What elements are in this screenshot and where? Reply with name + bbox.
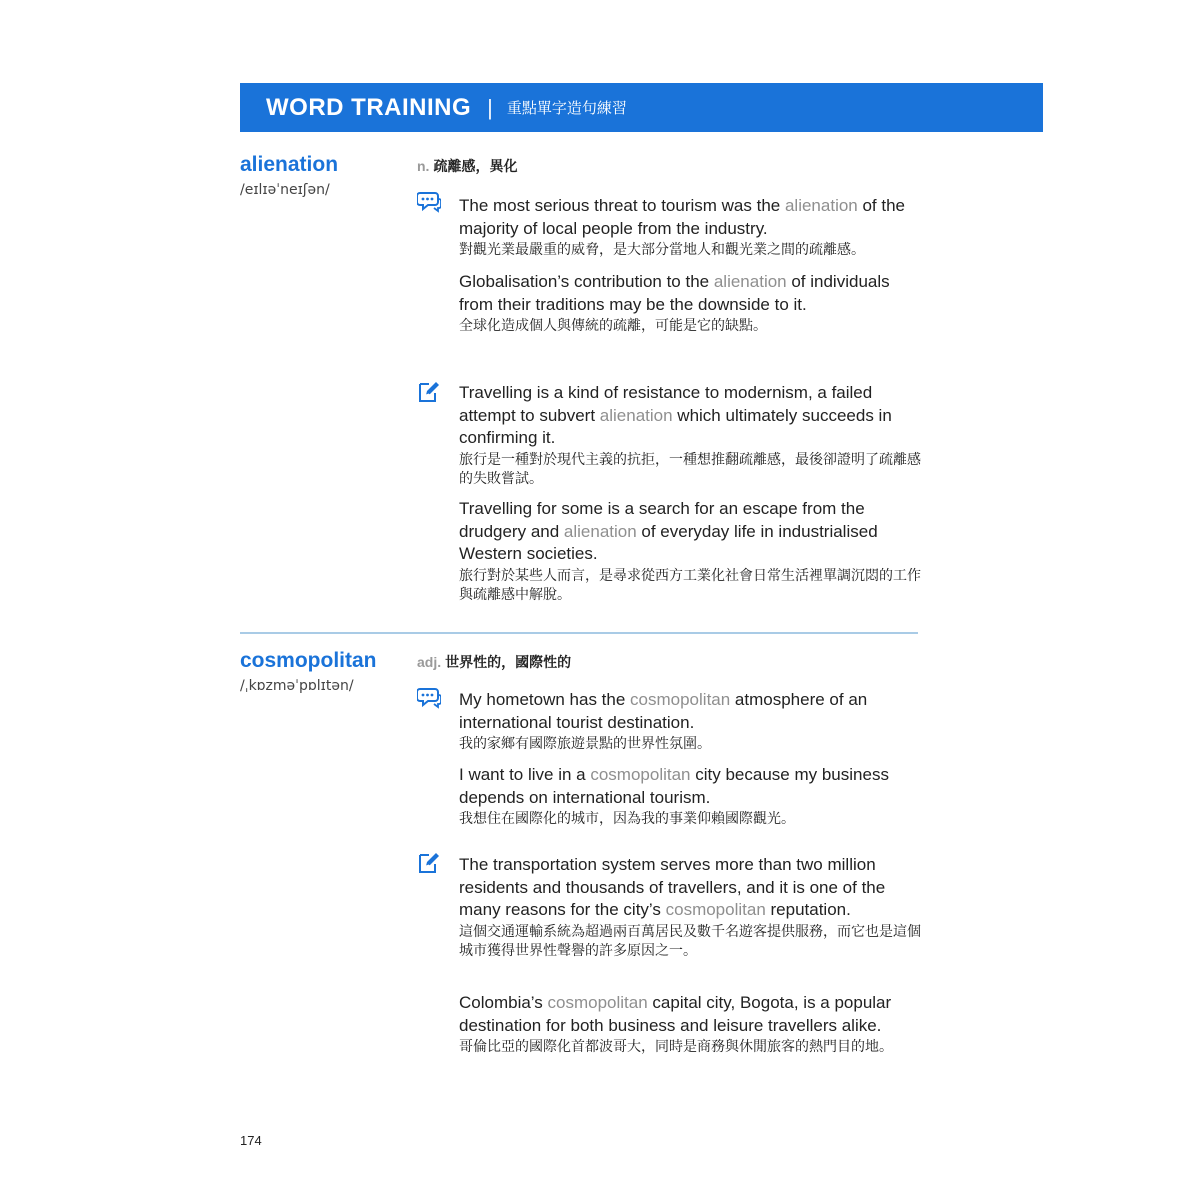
example — [459, 271, 921, 336]
page-number: 174 — [240, 1133, 262, 1148]
definition — [417, 652, 571, 672]
pencil-note-icon — [417, 381, 441, 403]
highlighted-word: cosmopolitan — [630, 690, 731, 709]
example — [459, 689, 921, 754]
example-translation: 全球化造成個人與傳統的疏離，可能是它的缺點。 — [459, 318, 767, 334]
example-sentence: Travelling is a kind of resistance to modernism, a failed attempt to subvert alienation which ultimately succeeds in confirming it. — [459, 383, 892, 447]
headword: alienation — [240, 153, 339, 176]
example-sentence: Travelling for some is a search for an escape from the drudgery and alienation of everyday life in industrialised Western societies. — [459, 499, 878, 563]
speech-bubble-icon — [417, 191, 441, 213]
example — [459, 498, 921, 605]
part-of-speech: n. — [417, 158, 430, 174]
meaning: 世界性的，國際性的 — [445, 655, 572, 671]
highlighted-word: cosmopolitan — [590, 765, 691, 784]
definition — [417, 156, 517, 176]
phonetic: /eɪlɪəˈneɪʃən/ — [240, 182, 330, 198]
example-sentence: The transportation system serves more than two million residents and thousands of travellers, and it is one of the many reasons for the city’s cosmopolitan reputation. — [459, 855, 886, 919]
highlighted-word: cosmopolitan — [665, 900, 766, 919]
example — [459, 195, 921, 260]
example-sentence: Colombia’s cosmopolitan capital city, Bogota, is a popular destination for both business and leisure travellers alike. — [459, 993, 892, 1035]
highlighted-word: cosmopolitan — [547, 993, 648, 1012]
example — [459, 854, 921, 961]
pencil-note-icon — [417, 852, 441, 874]
section-header — [240, 83, 1043, 132]
example-translation: 旅行是一種對於現代主義的抗拒，一種想推翻疏離感，最後卻證明了疏離感的失敗嘗試。 — [459, 451, 921, 487]
header-separator: | — [487, 94, 493, 120]
example-sentence: I want to live in a cosmopolitan city because my business depends on international tourism. — [459, 765, 889, 807]
meaning: 疏離感，異化 — [433, 159, 518, 175]
example-translation: 對觀光業最嚴重的威脅，是大部分當地人和觀光業之間的疏離感。 — [459, 242, 865, 258]
example-sentence: My hometown has the cosmopolitan atmosphere of an international tourist destination. — [459, 690, 868, 732]
highlighted-word: alienation — [713, 272, 787, 291]
highlighted-word: alienation — [599, 405, 673, 425]
speech-bubble-icon — [417, 687, 441, 709]
example-translation: 這個交通運輸系統為超過兩百萬居民及數千名遊客提供服務，而它也是這個城市獲得世界性聲譽的許多原因之一。 — [459, 923, 921, 959]
section-title: WORD TRAINING — [266, 93, 472, 121]
example — [459, 764, 921, 829]
example-translation: 我想住在國際化的城市，因為我的事業仰賴國際觀光。 — [459, 811, 795, 827]
section-subtitle: 重點單字造句練習 — [506, 99, 627, 117]
highlighted-word: alienation — [563, 521, 637, 541]
highlighted-word: alienation — [784, 196, 858, 215]
example — [459, 992, 921, 1057]
example-sentence: Globalisation’s contribution to the alienation of individuals from their traditions may be the downside to it. — [459, 272, 890, 314]
example-translation: 我的家鄉有國際旅遊景點的世界性氛圍。 — [459, 736, 711, 752]
example-translation: 哥倫比亞的國際化首都波哥大，同時是商務與休閒旅客的熱門目的地。 — [459, 1039, 893, 1055]
example-translation: 旅行對於某些人而言，是尋求從西方工業化社會日常生活裡單調沉悶的工作與疏離感中解脫。 — [459, 567, 921, 603]
part-of-speech: adj. — [417, 654, 442, 670]
phonetic: /ˌkɒzməˈpɒlɪtən/ — [240, 678, 354, 694]
example-sentence: The most serious threat to tourism was the alienation of the majority of local people from the industry. — [459, 196, 906, 238]
headword: cosmopolitan — [240, 649, 377, 672]
example — [459, 382, 921, 489]
entry-divider — [240, 632, 918, 634]
